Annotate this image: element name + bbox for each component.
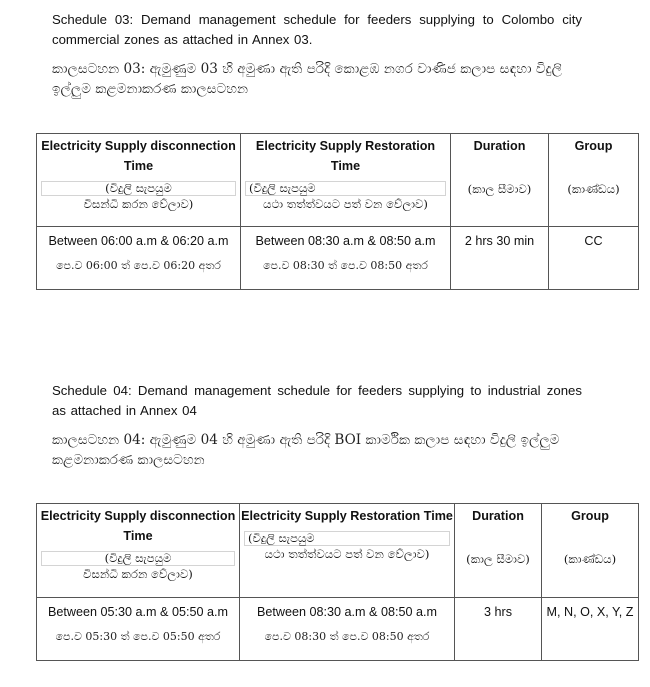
header-disconnection-si-2: විසන්ධි කරන වේලාව) — [83, 567, 193, 581]
cell-group-value: M, N, O, X, Y, Z — [546, 605, 634, 619]
header-disconnection-si-1: (විදුලි සැපයුම — [41, 181, 236, 196]
cell-duration — [455, 598, 542, 661]
header-group-si: (කාණ්ඩය) — [563, 552, 617, 566]
cell-restoration — [240, 598, 455, 661]
header-disconnection-time — [37, 504, 240, 598]
header-duration-en: Duration — [472, 509, 524, 523]
cell-restoration-si: පෙ.ව 08:30 ත් පෙ.ව 08:50 අතර — [264, 630, 430, 643]
schedule-04-description-en: Schedule 04: Demand management schedule for feeders supplying to industrial zones as attached in Annex 04 — [52, 383, 582, 418]
header-restoration-en: Electricity Supply Restoration Time — [255, 139, 436, 173]
header-group-en: Group — [571, 509, 609, 523]
header-restoration-si-1: (විදුලි සැපයුම — [245, 181, 446, 196]
table-row — [37, 227, 639, 290]
cell-group — [542, 598, 639, 661]
schedule-04-table — [36, 503, 639, 661]
cell-restoration-en: Between 08:30 a.m & 08:50 a.m — [255, 234, 436, 248]
table-row — [37, 598, 639, 661]
header-disconnection-en: Electricity Supply disconnection Time — [41, 139, 236, 173]
table-header-row — [37, 504, 639, 598]
schedule-04-section — [36, 381, 638, 643]
schedule-03-table — [36, 133, 639, 290]
schedule-04-description-si: කාලසටහන 04: ඇමුණුම 04 හි අමුණා ඇති පරිදි BOI කාර්මික කලාප සඳහා විදුලි ඉල්ලුම කළමනාකරණ කාලසටහන — [52, 432, 560, 468]
cell-group — [549, 227, 639, 290]
schedule-03-description-en: Schedule 03: Demand management schedule for feeders supplying to Colombo city commercial zones as attached in Annex 03. — [52, 12, 582, 47]
cell-restoration-si: පෙ.ව 08:30 ත් පෙ.ව 08:50 අතර — [263, 259, 428, 272]
cell-disconnection-en: Between 05:30 a.m & 05:50 a.m — [48, 605, 228, 619]
header-restoration-en: Electricity Supply Restoration Time — [241, 509, 453, 523]
header-disconnection-si-1: (විදුලි සැපයුම — [41, 551, 235, 566]
cell-disconnection — [37, 598, 240, 661]
cell-duration-value: 3 hrs — [484, 605, 512, 619]
header-restoration-si-2: යථා තත්ත්වයට පත් වන වේලාව) — [263, 197, 428, 211]
header-restoration-si-2: යථා තත්ත්වයට පත් වන වේලාව) — [264, 547, 430, 561]
header-disconnection-en: Electricity Supply disconnection Time — [40, 509, 236, 543]
header-disconnection-si-2: විසන්ධි කරන වේලාව) — [83, 197, 194, 211]
cell-disconnection-en: Between 06:00 a.m & 06:20 a.m — [48, 234, 229, 248]
header-group — [549, 134, 639, 227]
header-restoration-time — [241, 134, 451, 227]
table-header-row — [37, 134, 639, 227]
header-restoration-time — [240, 504, 455, 598]
cell-restoration-en: Between 08:30 a.m & 08:50 a.m — [257, 605, 437, 619]
header-duration-en: Duration — [473, 139, 526, 153]
cell-duration-value: 2 hrs 30 min — [464, 234, 535, 248]
header-duration-si: (කාල සීමාව) — [466, 552, 530, 566]
schedule-03-section — [36, 10, 638, 272]
cell-restoration — [241, 227, 451, 290]
cell-disconnection-si: පෙ.ව 06:00 ත් පෙ.ව 06:20 අතර — [56, 259, 221, 272]
header-group-en: Group — [574, 139, 613, 153]
cell-disconnection — [37, 227, 241, 290]
cell-disconnection-si: පෙ.ව 05:30 ත් පෙ.ව 05:50 අතර — [55, 630, 221, 643]
header-restoration-si-1: (විදුලි සැපයුම — [244, 531, 450, 546]
header-duration — [455, 504, 542, 598]
header-duration — [451, 134, 549, 227]
schedule-03-description-si: කාලසටහන 03: ඇමුණුම 03 හි අමුණා ඇති පරිදි කොළඹ නගර වාණිජ කලාප සඳහා විදුලි ඉල්ලුම කළමනාකරණ කාලසටහන — [52, 61, 563, 97]
header-group-si: (කාණ්ඩය) — [567, 182, 620, 196]
cell-group-value: CC — [584, 234, 603, 248]
header-group — [542, 504, 639, 598]
header-duration-si: (කාල සීමාව) — [467, 182, 532, 196]
cell-duration — [451, 227, 549, 290]
header-disconnection-time — [37, 134, 241, 227]
